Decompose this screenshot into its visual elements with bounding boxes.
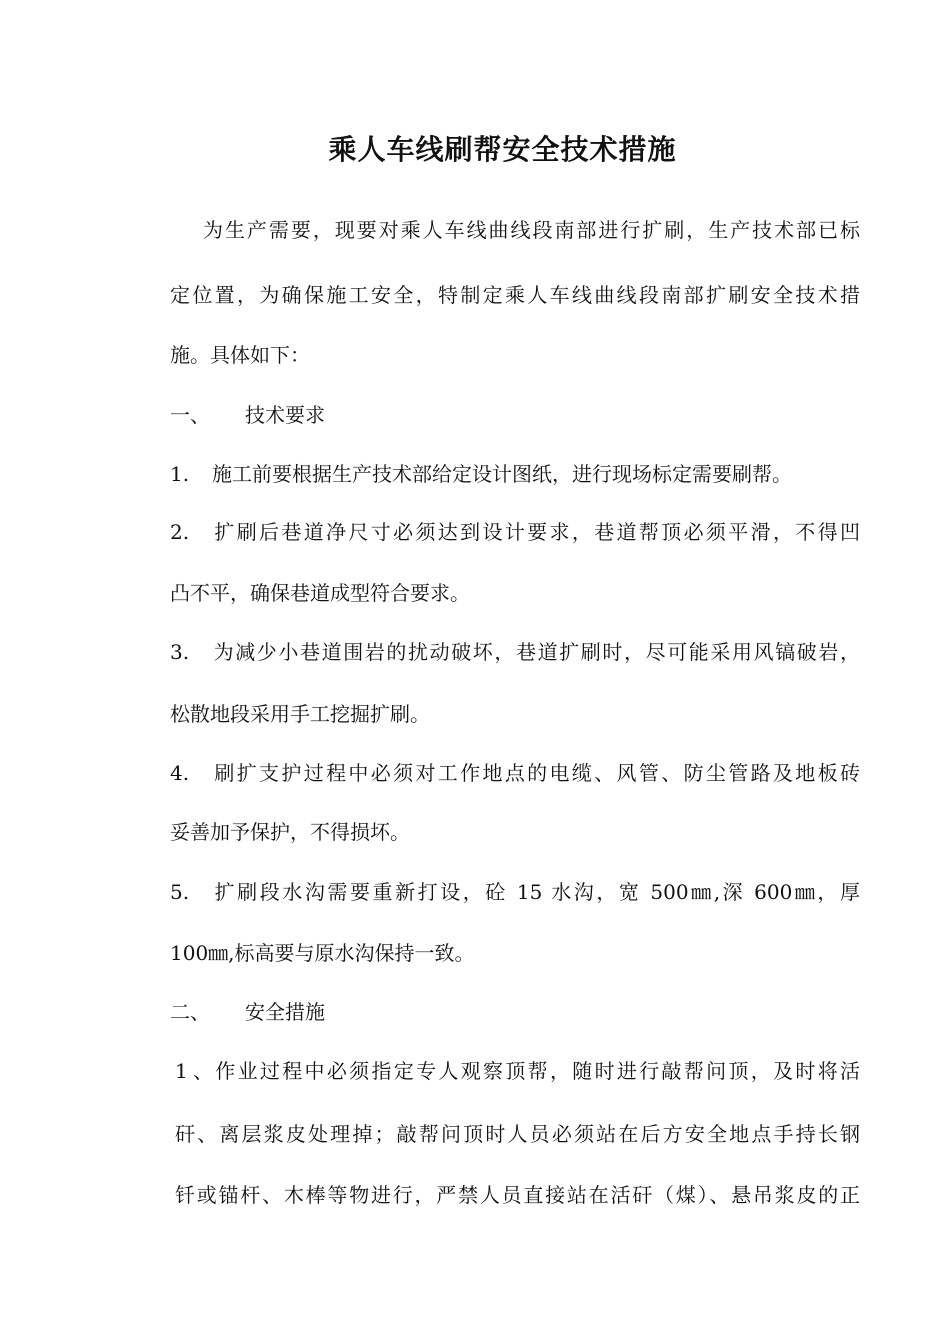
- list-item-3-continuation: 松散地段采用手工挖掘扩刷。: [170, 702, 430, 726]
- item-text: 作业过程中必须指定专人观察顶帮，随时进行敲帮问顶，及时将活: [213, 1059, 860, 1083]
- item-text: 施工前要根据生产技术部给定设计图纸，进行现场标定需要刷帮。: [212, 462, 792, 486]
- item-text: 为减少小巷道围岩的扰动破坏，巷道扩刷时，尽可能采用风镐破岩，: [212, 640, 860, 664]
- safety-item-1-continuation-2: 钎或锚杆、木棒等物进行，严禁人员直接站在活矸（煤）、悬吊浆皮的正: [175, 1183, 860, 1207]
- item-number: 5.: [170, 880, 190, 904]
- item-text: 刷扩支护过程中必须对工作地点的电缆、风管、防尘管路及地板砖: [212, 761, 860, 785]
- intro-line-1: 为生产需要，现要对乘人车线曲线段南部进行扩刷，生产技术部已标: [203, 218, 860, 242]
- list-item-3: [170, 638, 860, 666]
- list-item-4-continuation: 妥善加予保护，不得损坏。: [170, 820, 410, 844]
- item-number: 1、: [175, 1059, 213, 1083]
- section-number: 一、: [170, 403, 210, 427]
- item-text: 扩刷后巷道净尺寸必须达到设计要求，巷道帮顶必须平滑，不得凹: [212, 520, 860, 544]
- section-heading-2: [170, 998, 860, 1026]
- item-number: 2.: [170, 520, 190, 544]
- item-number: 4.: [170, 761, 190, 785]
- section-number: 二、: [170, 1000, 210, 1024]
- list-item-4: [170, 759, 860, 787]
- list-item-5-continuation: 100㎜,标高要与原水沟保持一致。: [170, 941, 475, 965]
- item-text: 扩刷段水沟需要重新打设，砼 15 水沟，宽 500㎜,深 600㎜，厚: [212, 880, 860, 904]
- section-heading-text: 安全措施: [245, 1000, 325, 1024]
- list-item-1: [170, 460, 860, 488]
- list-item-2-continuation: 凸不平，确保巷道成型符合要求。: [170, 581, 470, 605]
- section-heading-1: [170, 401, 860, 429]
- document-title: 乘人车线刷帮安全技术措施: [328, 133, 677, 166]
- safety-item-1: [175, 1057, 860, 1085]
- intro-line-3: 施。具体如下：: [170, 343, 310, 367]
- section-heading-text: 技术要求: [245, 403, 325, 427]
- intro-line-2: 定位置，为确保施工安全，特制定乘人车线曲线段南部扩刷安全技术措: [170, 283, 860, 307]
- item-number: 3.: [170, 640, 190, 664]
- safety-item-1-continuation-1: 矸、离层浆皮处理掉；敲帮问顶时人员必须站在后方安全地点手持长钢: [175, 1122, 860, 1146]
- list-item-5: [170, 878, 860, 906]
- item-number: 1.: [170, 462, 190, 486]
- list-item-2: [170, 518, 860, 546]
